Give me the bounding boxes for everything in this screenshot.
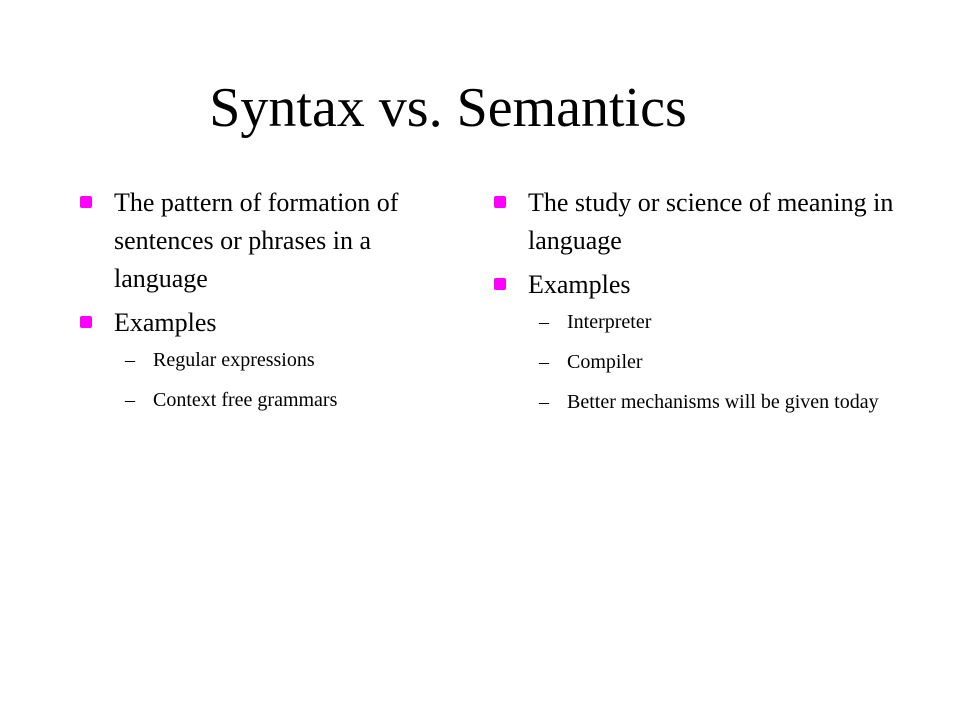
list-item <box>494 390 894 414</box>
dash-marker: – <box>539 351 549 373</box>
syntax-examples-list <box>80 348 460 412</box>
syntax-definition-text: The pattern of formation of sentences or phrases in a language <box>114 188 399 293</box>
bullet-square-icon <box>80 316 92 328</box>
list-item <box>494 350 894 374</box>
syntax-examples-label: Examples <box>114 308 217 337</box>
list-item <box>80 348 460 372</box>
syntax-examples-bullet <box>80 304 460 342</box>
dash-marker: – <box>539 391 549 413</box>
list-item <box>494 310 894 334</box>
semantics-examples-list <box>494 310 894 414</box>
bullet-square-icon <box>494 278 506 290</box>
list-item-text: Better mechanisms will be given today <box>567 391 879 413</box>
slide-title: Syntax vs. Semantics <box>209 77 687 139</box>
dash-marker: – <box>125 389 135 411</box>
semantics-examples-bullet <box>494 266 894 304</box>
semantics-definition-bullet <box>494 184 894 260</box>
syntax-definition-bullet <box>80 184 460 298</box>
dash-marker: – <box>125 349 135 371</box>
list-item-text: Compiler <box>567 351 643 373</box>
semantics-definition-text: The study or science of meaning in language <box>528 188 894 255</box>
semantics-column <box>494 184 894 430</box>
bullet-square-icon <box>80 196 92 208</box>
bullet-square-icon <box>494 196 506 208</box>
list-item <box>80 388 460 412</box>
list-item-text: Interpreter <box>567 311 652 333</box>
list-item-text: Regular expressions <box>153 349 315 371</box>
dash-marker: – <box>539 311 549 333</box>
semantics-examples-label: Examples <box>528 270 631 299</box>
list-item-text: Context free grammars <box>153 389 338 411</box>
syntax-column <box>80 184 460 428</box>
